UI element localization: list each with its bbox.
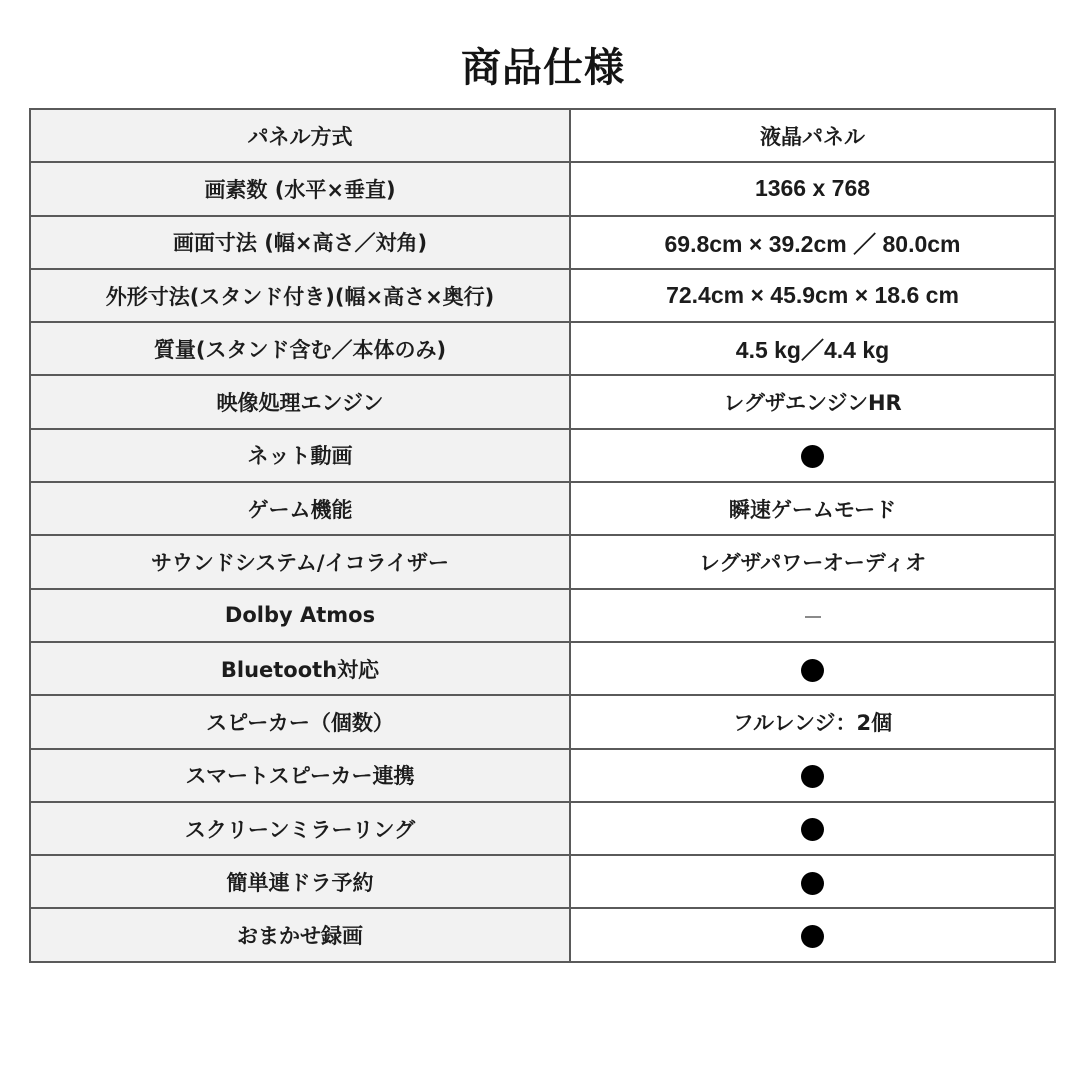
spec-value: 69.8cm × 39.2cm ／ 80.0cm xyxy=(570,216,1055,269)
spec-value xyxy=(570,855,1055,908)
table-row-net-video xyxy=(30,429,1055,482)
spec-label: サウンドシステム/イコライザー xyxy=(30,535,570,588)
spec-label: スピーカー（個数） xyxy=(30,695,570,748)
table-row-game-feature xyxy=(30,482,1055,535)
spec-label: スマートスピーカー連携 xyxy=(30,749,570,802)
spec-value xyxy=(570,749,1055,802)
spec-value xyxy=(570,429,1055,482)
spec-value xyxy=(570,802,1055,855)
table-row-series-recording xyxy=(30,855,1055,908)
spec-label: パネル方式 xyxy=(30,109,570,162)
spec-label: ネット動画 xyxy=(30,429,570,482)
table-row-speakers xyxy=(30,695,1055,748)
spec-value: レグザエンジンHR xyxy=(570,375,1055,428)
spec-label: 映像処理エンジン xyxy=(30,375,570,428)
available-dot-icon xyxy=(801,765,824,788)
table-row-sound-system xyxy=(30,535,1055,588)
available-dot-icon xyxy=(801,818,824,841)
available-dot-icon xyxy=(801,445,824,468)
spec-value: 1366 x 768 xyxy=(570,162,1055,215)
spec-label: 簡単連ドラ予約 xyxy=(30,855,570,908)
table-row-bluetooth xyxy=(30,642,1055,695)
spec-label: Dolby Atmos xyxy=(30,589,570,642)
spec-label: 外形寸法(スタンド付き)(幅×高さ×奥行) xyxy=(30,269,570,322)
spec-label: 画素数 (水平×垂直) xyxy=(30,162,570,215)
spec-label: スクリーンミラーリング xyxy=(30,802,570,855)
spec-value xyxy=(570,908,1055,961)
unavailable-dash-icon xyxy=(805,616,821,618)
spec-value: レグザパワーオーディオ xyxy=(570,535,1055,588)
spec-value: 4.5 kg／4.4 kg xyxy=(570,322,1055,375)
spec-value: 72.4cm × 45.9cm × 18.6 cm xyxy=(570,269,1055,322)
available-dot-icon xyxy=(801,659,824,682)
table-row-auto-recording xyxy=(30,908,1055,961)
table-row-screen-size xyxy=(30,216,1055,269)
spec-value: 瞬速ゲームモード xyxy=(570,482,1055,535)
page-title: 商品仕様 xyxy=(461,45,625,91)
table-row-screen-mirroring xyxy=(30,802,1055,855)
table-row-panel-type xyxy=(30,109,1055,162)
table-row-weight xyxy=(30,322,1055,375)
available-dot-icon xyxy=(801,925,824,948)
spec-value: 液晶パネル xyxy=(570,109,1055,162)
spec-label: おまかせ録画 xyxy=(30,908,570,961)
table-row-image-engine xyxy=(30,375,1055,428)
spec-label: 画面寸法 (幅×高さ／対角) xyxy=(30,216,570,269)
spec-label: ゲーム機能 xyxy=(30,482,570,535)
spec-label: 質量(スタンド含む／本体のみ) xyxy=(30,322,570,375)
spec-label: Bluetooth対応 xyxy=(30,642,570,695)
spec-value: フルレンジ：2個 xyxy=(570,695,1055,748)
table-row-resolution xyxy=(30,162,1055,215)
table-row-dolby-atmos xyxy=(30,589,1055,642)
available-dot-icon xyxy=(801,872,824,895)
spec-table xyxy=(29,108,1056,963)
spec-value xyxy=(570,589,1055,642)
table-row-outer-dimensions xyxy=(30,269,1055,322)
table-row-smart-speaker xyxy=(30,749,1055,802)
spec-value xyxy=(570,642,1055,695)
